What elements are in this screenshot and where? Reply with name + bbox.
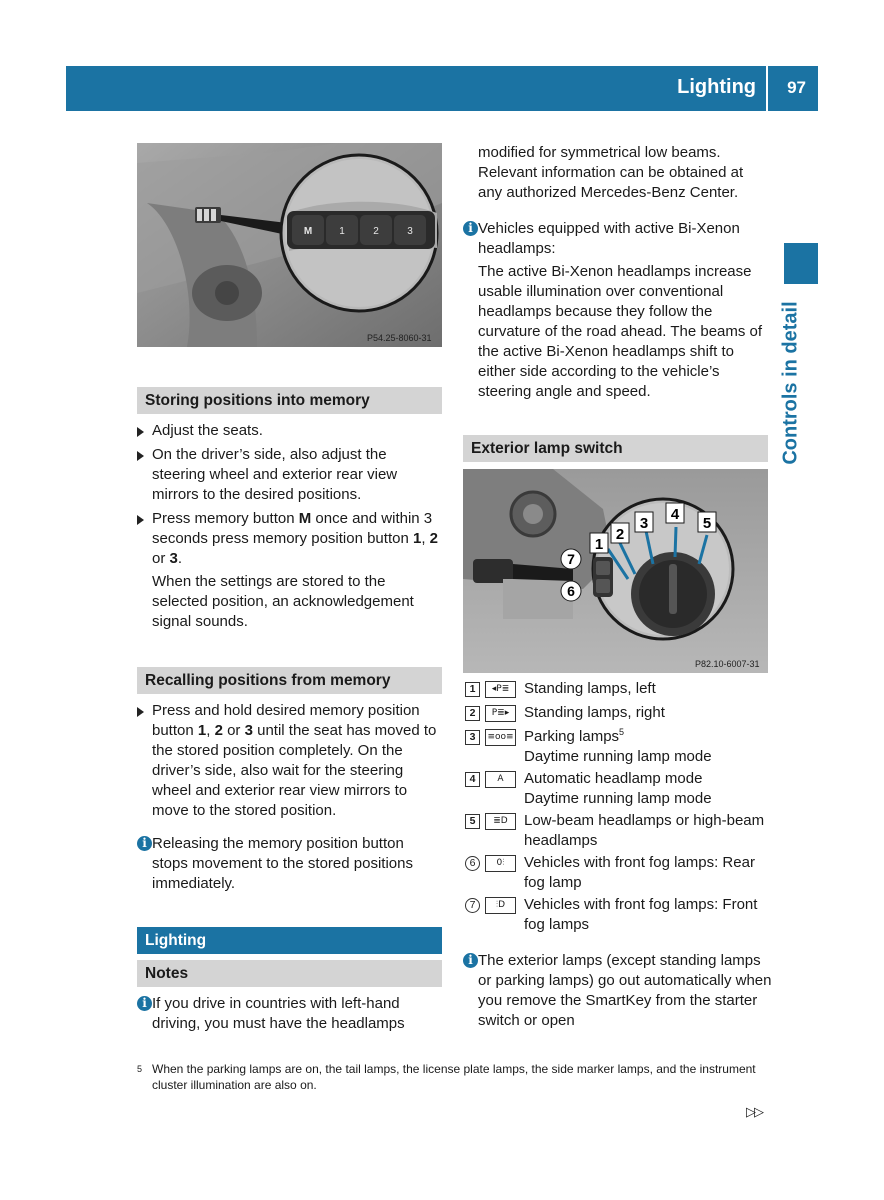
item-text: Vehicles with front fog lamps: Rear fog lamp xyxy=(524,854,755,891)
bullet-arrow-icon xyxy=(137,515,144,525)
bold-1: 1 xyxy=(412,530,422,547)
bullet-item xyxy=(137,445,442,505)
position-number: 3 xyxy=(465,730,480,745)
bullet-text: Press and hold desired memory position button xyxy=(152,702,420,739)
period: . xyxy=(177,550,183,567)
list-item xyxy=(463,727,773,767)
position-number: 6 xyxy=(465,856,480,871)
door-panel-illustration xyxy=(137,143,442,347)
figure-code: P54.25-8060-31 xyxy=(367,333,432,343)
figure-code: P82.10-6007-31 xyxy=(695,659,760,669)
bullet-item xyxy=(137,421,442,441)
info-icon: i xyxy=(137,836,152,851)
lighting-heading: Lighting xyxy=(137,927,442,954)
continued-text: modified for symmetrical low beams. Relevant information can be obtained at any authorized Mercedes-Benz Center. xyxy=(478,144,744,201)
callout-2: 2 xyxy=(615,526,625,543)
standing-lamps-right-icon: P≣▸ xyxy=(485,705,516,722)
rear-fog-lamp-icon: 0⫶ xyxy=(485,855,516,872)
info-icon: i xyxy=(463,221,478,236)
front-fog-lamp-icon: ⫶D xyxy=(485,897,516,914)
info-icon: i xyxy=(463,953,478,968)
bold-M: M xyxy=(298,510,312,527)
memory-button-3: 3 xyxy=(407,226,413,237)
bullet-item xyxy=(137,701,442,821)
item-text: Low-beam headlamps or high-beam headlamps xyxy=(524,812,765,849)
footnote-text: When the parking lamps are on, the tail lamps, the license plate lamps, the side marker lamps, and the instrument cluster illumination are also on. xyxy=(152,1062,756,1092)
memory-button-M: M xyxy=(303,226,313,237)
side-tab-label: Controls in detail xyxy=(779,300,802,465)
bullet-text: until the seat has moved to the stored position completely. On the driver’s side, also wait for the steering wheel and exterior rear view mirrors to move to the stored position. xyxy=(152,722,437,819)
info-text: The exterior lamps (except standing lamps or parking lamps) go out automatically when you remove the SmartKey from the starter switch or open xyxy=(478,952,772,1029)
item-text: Parking lamps xyxy=(524,728,620,745)
bullet-text: Adjust the seats. xyxy=(152,422,263,439)
recalling-heading: Recalling positions from memory xyxy=(137,667,442,694)
or-text: or xyxy=(152,550,170,567)
recalling-section xyxy=(137,667,442,894)
item-text: Vehicles with front fog lamps: Front fog lamps xyxy=(524,896,758,933)
comma: , xyxy=(421,530,430,547)
standing-lamps-left-icon: ◂P≣ xyxy=(485,681,516,698)
list-item xyxy=(463,811,773,851)
bullet-item xyxy=(137,509,442,569)
bullet-text: Press memory button xyxy=(152,510,299,527)
bold-3: 3 xyxy=(169,550,178,567)
item-text-secondary: Daytime running lamp mode xyxy=(524,748,712,765)
info-text: Releasing the memory position button stops movement to the stored positions immediately. xyxy=(152,835,413,892)
side-tab xyxy=(766,295,816,470)
item-text: Automatic headlamp mode xyxy=(524,770,703,787)
list-item xyxy=(463,895,773,935)
bullet-arrow-icon xyxy=(137,707,144,717)
position-number: 4 xyxy=(465,772,480,787)
comma: , xyxy=(206,722,215,739)
info-heading: Vehicles equipped with active Bi-Xenon headlamps: xyxy=(478,220,740,257)
right-top-text xyxy=(463,143,768,402)
footnote xyxy=(137,1061,757,1093)
info-text: If you drive in countries with left-hand driving, you must have the headlamps xyxy=(152,995,405,1032)
info-body: The active Bi-Xenon headlamps increase usable illumination over conventional headlamps because they follow the curvature of the road ahead. The beams of the active Bi-Xenon headlamps shift to either side according to the vehicle’s steering angle and speed. xyxy=(478,263,763,400)
bullet-text: On the driver’s side, also adjust the steering wheel and exterior rear view mirrors to the desired positions. xyxy=(152,446,398,503)
lighting-section xyxy=(137,927,442,1034)
position-number: 2 xyxy=(465,706,480,721)
callout-7: 7 xyxy=(567,551,575,567)
bullet-text: once and within 3 seconds press memory position button xyxy=(152,510,433,547)
exterior-section xyxy=(463,435,768,462)
callout-6: 6 xyxy=(567,583,575,599)
bold-3: 3 xyxy=(244,722,253,739)
parking-lamps-icon: ≡oo≡ xyxy=(485,729,516,746)
memory-button-1: 1 xyxy=(339,226,345,237)
list-item xyxy=(463,853,773,893)
callout-1: 1 xyxy=(594,536,604,553)
info-note xyxy=(137,994,442,1034)
list-item xyxy=(463,703,773,723)
bullet-arrow-icon xyxy=(137,427,144,437)
memory-buttons-figure xyxy=(137,143,442,347)
exterior-heading: Exterior lamp switch xyxy=(463,435,768,462)
info-note xyxy=(137,834,442,894)
item-text-secondary: Daytime running lamp mode xyxy=(524,790,712,807)
footnote-mark: 5 xyxy=(137,1064,143,1074)
continue-arrows-icon: ▷▷ xyxy=(746,1104,762,1119)
result-text: When the settings are stored to the selected position, an acknowledgement signal sounds. xyxy=(152,573,414,630)
info-note xyxy=(463,219,768,259)
low-beam-icon: ≣D xyxy=(485,813,516,830)
storing-heading: Storing positions into memory xyxy=(137,387,442,414)
page-number: 97 xyxy=(787,78,806,97)
lamp-switch-illustration xyxy=(463,469,768,673)
bullet-arrow-icon xyxy=(137,451,144,461)
info-icon: i xyxy=(137,996,152,1011)
footnote-ref: 5 xyxy=(619,727,625,737)
bold-1: 1 xyxy=(197,722,207,739)
lamp-switch-positions xyxy=(463,679,773,1031)
header-divider xyxy=(766,66,768,111)
callout-3: 3 xyxy=(639,515,649,532)
bold-2: 2 xyxy=(429,530,438,547)
callout-4: 4 xyxy=(670,506,680,523)
section-title: Lighting xyxy=(677,76,756,98)
storing-section xyxy=(137,387,442,632)
info-note xyxy=(463,951,773,1031)
callout-5: 5 xyxy=(702,515,712,532)
notes-heading: Notes xyxy=(137,960,442,987)
list-item xyxy=(463,679,773,699)
position-number: 5 xyxy=(465,814,480,829)
side-tab-marker xyxy=(784,243,818,284)
position-number: 1 xyxy=(465,682,480,697)
lamp-switch-figure xyxy=(463,469,768,673)
auto-headlamp-icon: A xyxy=(485,771,516,788)
header-bar xyxy=(66,66,818,111)
item-text: Standing lamps, left xyxy=(524,680,656,697)
item-text: Standing lamps, right xyxy=(524,704,665,721)
bold-2: 2 xyxy=(214,722,223,739)
memory-button-2: 2 xyxy=(373,226,379,237)
position-number: 7 xyxy=(465,898,480,913)
list-item xyxy=(463,769,773,809)
or-text: or xyxy=(222,722,245,739)
